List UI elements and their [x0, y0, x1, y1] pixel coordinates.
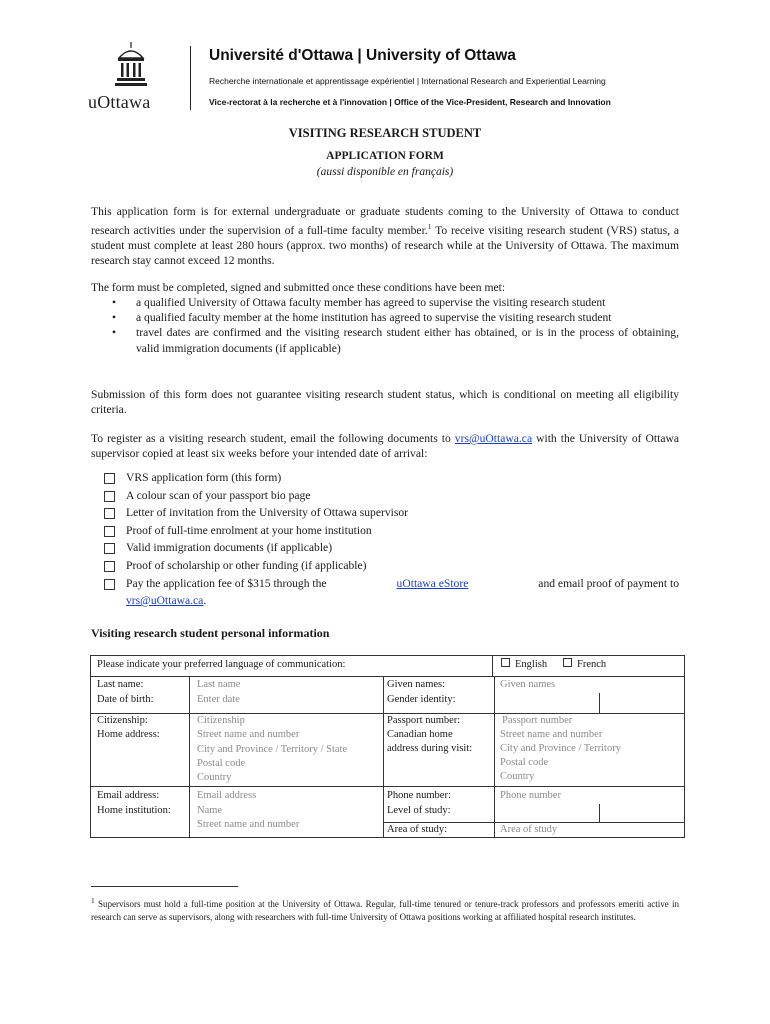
- list-item: [108, 325, 679, 355]
- can-country-field[interactable]: Country: [500, 771, 535, 782]
- office-line: Vice-rectorat à la recherche et à l'innovation | Office of the Vice-President, Research and Innovation: [209, 97, 611, 107]
- can-postal-field[interactable]: Postal code: [500, 757, 549, 768]
- checklist-item: [104, 539, 679, 557]
- fee-text-2: and email proof of payment to: [538, 576, 679, 590]
- row-divider: [91, 713, 684, 714]
- last-name-field[interactable]: Last name: [197, 679, 241, 690]
- checkbox[interactable]: [104, 491, 115, 502]
- checklist-label: Proof of scholarship or other funding (if applicable): [126, 558, 367, 572]
- row-divider: [384, 822, 684, 823]
- list-item: [108, 310, 679, 325]
- intro-paragraph: [91, 204, 679, 269]
- passport-field[interactable]: Passport number: [502, 715, 573, 726]
- level-of-study-field[interactable]: [500, 805, 595, 821]
- home-city-field[interactable]: City and Province / Territory / State: [197, 744, 348, 755]
- condition-text: a qualified faculty member at the home institution has agreed to supervise the visiting research student: [136, 311, 612, 325]
- home-postal-field[interactable]: Postal code: [197, 758, 246, 769]
- citizenship-label: Citizenship:: [97, 715, 148, 726]
- email-field[interactable]: Email address: [197, 790, 257, 801]
- documents-checklist: [104, 469, 679, 610]
- phone-label: Phone number:: [387, 790, 451, 801]
- fee-email-link[interactable]: vrs@uOttawa.ca: [126, 594, 204, 608]
- form-title: APPLICATION FORM: [326, 150, 444, 162]
- col-divider: [189, 676, 190, 837]
- col-divider: [383, 676, 384, 837]
- row-divider: [91, 786, 684, 787]
- french-note: (aussi disponible en français): [316, 166, 454, 178]
- home-street-field[interactable]: Street name and number: [197, 729, 300, 740]
- checkbox[interactable]: [104, 526, 115, 537]
- checklist-label: Proof of full-time enrolment at your home institution: [126, 523, 372, 537]
- last-name-label: Last name:: [97, 679, 144, 690]
- checkbox[interactable]: [104, 473, 115, 484]
- lang-french-option[interactable]: [563, 658, 606, 670]
- register-text-2: with the University of Ottawa supervisor copied at least six weeks before your intended date of arrival:: [91, 432, 679, 461]
- checklist-label: Valid immigration documents (if applicable): [126, 541, 333, 555]
- bullet: •: [112, 326, 117, 340]
- logo-text: uOttawa: [88, 92, 151, 112]
- conditions-intro: The form must be completed, signed and submitted once these conditions have been met:: [91, 281, 506, 294]
- area-of-study-field[interactable]: Area of study: [500, 824, 558, 835]
- footnote-mark: 1: [91, 896, 95, 905]
- fee-text: Pay the application fee of $315 through the: [126, 576, 327, 590]
- email-label: Email address:: [97, 790, 160, 801]
- row-divider: [91, 676, 684, 677]
- checklist-item: [104, 522, 679, 540]
- register-text: To register as a visiting research student, email the following documents to: [91, 432, 455, 445]
- level-of-study-label: Level of study:: [387, 805, 451, 816]
- document-title: VISITING RESEARCH STUDENT: [288, 126, 482, 140]
- area-of-study-label: Area of study:: [387, 824, 448, 835]
- canadian-address-label-2: address during visit:: [387, 743, 473, 754]
- fee-email-line: [126, 592, 679, 610]
- home-address-label: Home address:: [97, 729, 160, 740]
- french-checkbox[interactable]: [563, 658, 572, 667]
- dob-field[interactable]: Enter date: [197, 694, 240, 705]
- unit-line: Recherche internationale et apprentissage expérientiel | International Research and Experiential Learning: [209, 76, 606, 86]
- institution-name-field[interactable]: Name: [197, 805, 223, 816]
- intro-text-2: To receive visiting research student (VRS) status, a student must complete at least 280 hours (approx. two months) of research while at the University of Ottawa. The maximum research stay cannot exceed 12 months.: [91, 224, 679, 268]
- conditions-list: [108, 295, 679, 356]
- checklist-label: VRS application form (this form): [126, 471, 282, 484]
- gender-label: Gender identity:: [387, 694, 456, 705]
- given-names-label: Given names:: [387, 679, 446, 690]
- bullet: •: [112, 296, 117, 309]
- section-title: Visiting research student personal information: [91, 626, 330, 640]
- checklist-label: Letter of invitation from the University of Ottawa supervisor: [126, 506, 409, 520]
- checkbox[interactable]: [104, 543, 115, 554]
- gender-field[interactable]: [500, 694, 595, 710]
- phone-field[interactable]: Phone number: [500, 790, 561, 801]
- language-prompt: Please indicate your preferred language of communication:: [97, 659, 346, 670]
- list-item: [108, 295, 679, 310]
- french-label: French: [577, 659, 607, 670]
- disclaimer: Submission of this form does not guarantee visiting research student status, which is conditional on meeting all eligibility criteria.: [91, 388, 679, 417]
- building-icon: [114, 42, 148, 88]
- checklist-item: [104, 504, 679, 522]
- home-institution-label: Home institution:: [97, 805, 171, 816]
- can-street-field[interactable]: Street name and number: [500, 729, 603, 740]
- checkbox[interactable]: [104, 508, 115, 519]
- checkbox[interactable]: [104, 579, 115, 590]
- institution-street-field[interactable]: Street name and number: [197, 819, 300, 830]
- footnote-rule: [91, 886, 238, 887]
- passport-label: Passport number:: [387, 715, 461, 726]
- canadian-address-label: Canadian home: [387, 729, 453, 740]
- checklist-item-fee: [104, 575, 679, 610]
- condition-text: a qualified University of Ottawa faculty member has agreed to supervise the visiting research student: [136, 296, 606, 309]
- university-title: Université d'Ottawa | University of Ottawa: [209, 47, 516, 64]
- university-logo: [88, 42, 173, 112]
- col-divider: [492, 656, 493, 676]
- footnote-ref[interactable]: 1: [427, 222, 432, 232]
- fee-row: [126, 575, 679, 593]
- register-paragraph: [91, 431, 679, 461]
- bullet: •: [112, 311, 117, 325]
- col-divider: [494, 676, 495, 837]
- checklist-label: A colour scan of your passport bio page: [126, 488, 311, 502]
- checklist-item: [104, 487, 679, 505]
- col-divider: [599, 804, 600, 822]
- checklist-item: [104, 557, 679, 575]
- home-country-field[interactable]: Country: [197, 772, 232, 783]
- intro-text: This application form is for external undergraduate or graduate students coming to the University of Ottawa to conduct research activities under the supervision of a full-time faculty member.: [91, 205, 679, 238]
- checkbox[interactable]: [104, 561, 115, 572]
- citizenship-field[interactable]: Citizenship: [197, 715, 245, 726]
- english-label: English: [515, 659, 548, 670]
- can-city-field[interactable]: City and Province / Territory: [500, 743, 621, 754]
- checklist-item: [104, 469, 679, 487]
- header-divider: [190, 46, 191, 110]
- dob-label: Date of birth:: [97, 694, 154, 705]
- footnote-text: Supervisors must hold a full-time position at the University of Ottawa. Regular, full-time tenured or tenure-track professors and professors emeriti active in research can serve as supervisors, along with researchers with full-time University of Ottawa positions working at affiliated hospital research institutes.: [91, 899, 679, 922]
- period: .: [203, 594, 207, 608]
- lang-english-option[interactable]: [501, 658, 547, 670]
- col-divider: [599, 693, 600, 713]
- given-names-field[interactable]: Given names: [500, 679, 556, 690]
- email-link[interactable]: vrs@uOttawa.ca: [454, 432, 533, 445]
- estore-link[interactable]: uOttawa eStore: [396, 576, 469, 590]
- footnote: [91, 894, 679, 924]
- english-checkbox[interactable]: [501, 658, 510, 667]
- condition-text: travel dates are confirmed and the visiting research student either has obtained, or is in the process of obtaining, valid immigration documents (if applicable): [136, 326, 679, 355]
- personal-info-table: [90, 655, 685, 838]
